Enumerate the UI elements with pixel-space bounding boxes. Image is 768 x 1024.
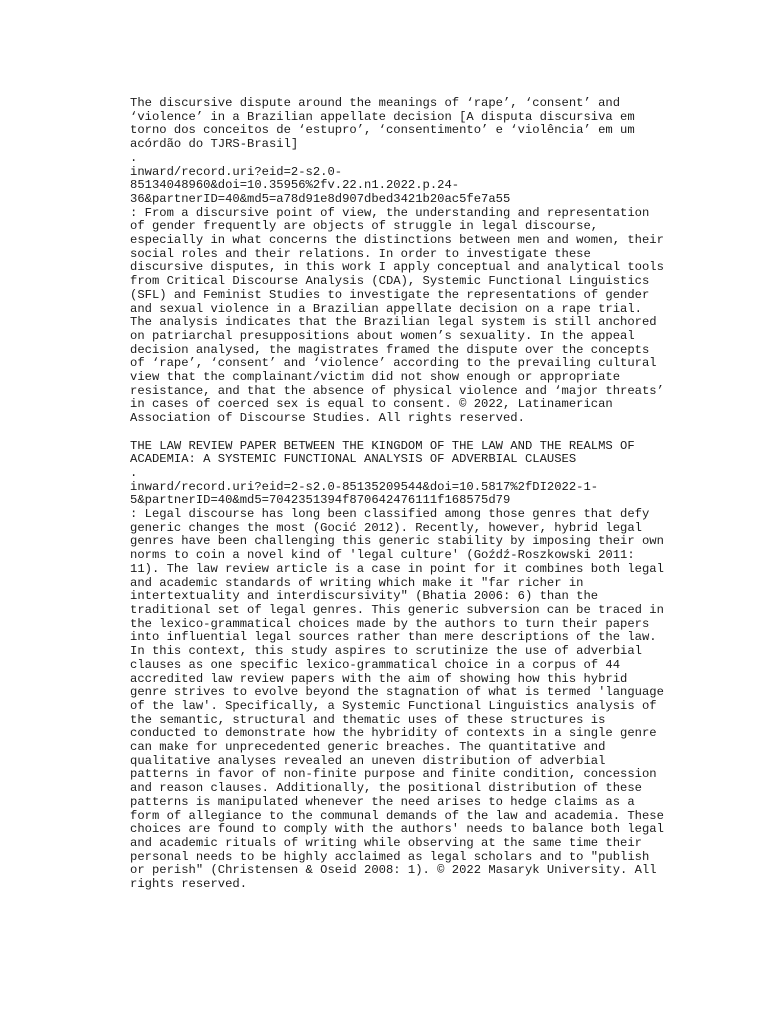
abstract-line: of gender frequently are objects of struggle in legal discourse, — [130, 219, 599, 234]
record-title — [130, 440, 698, 467]
abstract-line: patterns is manipulated whenever the need arises to hedge claims as a — [130, 794, 635, 809]
abstract-line: of ‘rape’, ‘consent’ and ‘violence’ according to the prevailing cultural — [130, 356, 657, 371]
abstract-line: Association of Discourse Studies. All rights reserved. — [130, 411, 525, 426]
abstract-line: on patriarchal presuppositions about women’s sexuality. In the appeal — [130, 328, 635, 343]
url-line: 85134048960&doi=10.35956%2fv.22.n1.2022.p.24- — [130, 178, 460, 193]
abstract-line: personal needs to be highly acclaimed as legal scholars and to "publish — [130, 849, 650, 864]
abstract-line: The analysis indicates that the Brazilian legal system is still anchored — [130, 315, 657, 330]
abstract-line: especially in what concerns the distinctions between men and women, their — [130, 233, 664, 248]
abstract-line: traditional set of legal genres. This generic subversion can be traced in — [130, 603, 664, 617]
abstract-line: into influential legal sources rather than mere descriptions of the law. — [130, 630, 657, 645]
record-url — [130, 481, 698, 508]
record-entry — [130, 97, 698, 426]
url-line: inward/record.uri?eid=2-s2.0- — [130, 164, 343, 179]
abstract-line: norms to coin a novel kind of 'legal culture' (Goźdź-Roszkowski 2011: — [130, 548, 635, 563]
abstract-line: the lexico-grammatical choices made by the authors to turn their papers — [130, 616, 650, 631]
title-line: acórdão do TJRS-Brasil] — [130, 137, 299, 152]
abstract-line: form of allegiance to the communal demands of the law and academia. These — [130, 808, 664, 823]
title-line: THE LAW REVIEW PAPER BETWEEN THE KINGDOM OF THE LAW AND THE REALMS OF — [130, 438, 635, 453]
record-entry — [130, 440, 698, 892]
abstract-line: clauses as one specific lexico-grammatical choice in a corpus of 44 — [130, 657, 621, 672]
abstract-line: decision analysed, the magistrates framed the dispute over the concepts — [130, 342, 650, 357]
abstract-line: can make for unprecedented generic breaches. The quantitative and — [130, 740, 606, 755]
record-separator: . — [130, 465, 138, 480]
record-abstract — [130, 207, 698, 426]
abstract-line: In this context, this study aspires to scrutinize the use of adverbial — [130, 644, 642, 659]
abstract-line: in cases of coerced sex is equal to consent. © 2022, Latinamerican — [130, 397, 613, 412]
abstract-line: social roles and their relations. In order to investigate these — [130, 246, 591, 261]
record-abstract — [130, 508, 698, 892]
abstract-line: view that the complainant/victim did not show enough or appropriate — [130, 370, 621, 385]
abstract-line: accredited law review papers with the aim of showing how this hybrid — [130, 671, 628, 686]
abstract-line: (SFL) and Feminist Studies to investigate the representations of gender — [130, 287, 650, 302]
record-title — [130, 97, 698, 152]
url-line: 5&partnerID=40&md5=7042351394f870642476111f168575d79 — [130, 493, 511, 508]
record-separator: . — [130, 150, 138, 165]
title-line: ‘violence’ in a Brazilian appellate decision [A disputa discursiva em — [130, 109, 635, 124]
url-line: 36&partnerID=40&md5=a78d91e8d907dbed3421b20ac5fe7a55 — [130, 191, 511, 206]
title-line: ACADEMIA: A SYSTEMIC FUNCTIONAL ANALYSIS OF ADVERBIAL CLAUSES — [130, 452, 577, 467]
abstract-line: 11). The law review article is a case in point for it combines both legal — [130, 561, 664, 576]
abstract-line: : Legal discourse has long been classified among those genres that defy — [130, 507, 650, 522]
abstract-line: choices are found to comply with the authors' needs to balance both legal — [130, 822, 664, 837]
abstract-line: discursive disputes, in this work I apply conceptual and analytical tools — [130, 260, 664, 275]
title-line: torno dos conceitos de ‘estupro’, ‘consentimento’ e ‘violência’ em um — [130, 123, 635, 138]
abstract-line: from Critical Discourse Analysis (CDA), Systemic Functional Linguistics — [130, 274, 650, 289]
document-page — [130, 97, 698, 892]
abstract-line: of the law'. Specifically, a Systemic Functional Linguistics analysis of — [130, 698, 657, 713]
abstract-line: rights reserved. — [130, 877, 248, 892]
abstract-line: intertextuality and interdiscursivity" (Bhatia 2006: 6) than the — [130, 589, 599, 604]
abstract-line: and reason clauses. Additionally, the positional distribution of these — [130, 781, 642, 796]
abstract-line: or perish" (Christensen & Oseid 2008: 1). © 2022 Masaryk University. All — [130, 863, 657, 878]
abstract-line: conducted to demonstrate how the hybridity of contexts in a single genre — [130, 726, 657, 741]
abstract-line: patterns in favor of non-finite purpose and finite condition, concession — [130, 767, 657, 782]
abstract-line: generic changes the most (Gocić 2012). Recently, however, hybrid legal — [130, 520, 642, 535]
abstract-line: and academic rituals of writing while observing at the same time their — [130, 835, 642, 850]
abstract-line: the semantic, structural and thematic uses of these structures is — [130, 712, 606, 727]
abstract-line: qualitative analyses revealed an uneven distribution of adverbial — [130, 753, 606, 768]
abstract-line: genres have been challenging this generic stability by imposing their own — [130, 534, 664, 549]
abstract-line: resistance, and that the absence of physical violence and ‘major threats’ — [130, 383, 664, 398]
abstract-line: genre strives to evolve beyond the stagnation of what is termed 'language — [130, 685, 664, 700]
abstract-line: and sexual violence in a Brazilian appellate decision on a rape trial. — [130, 301, 642, 316]
abstract-line: and academic standards of writing which make it "far richer in — [130, 575, 584, 590]
abstract-line: : From a discursive point of view, the understanding and representation — [130, 205, 650, 220]
record-url — [130, 166, 698, 207]
title-line: The discursive dispute around the meanings of ‘rape’, ‘consent’ and — [130, 96, 621, 110]
url-line: inward/record.uri?eid=2-s2.0-85135209544&doi=10.5817%2fDI2022-1- — [130, 479, 599, 494]
